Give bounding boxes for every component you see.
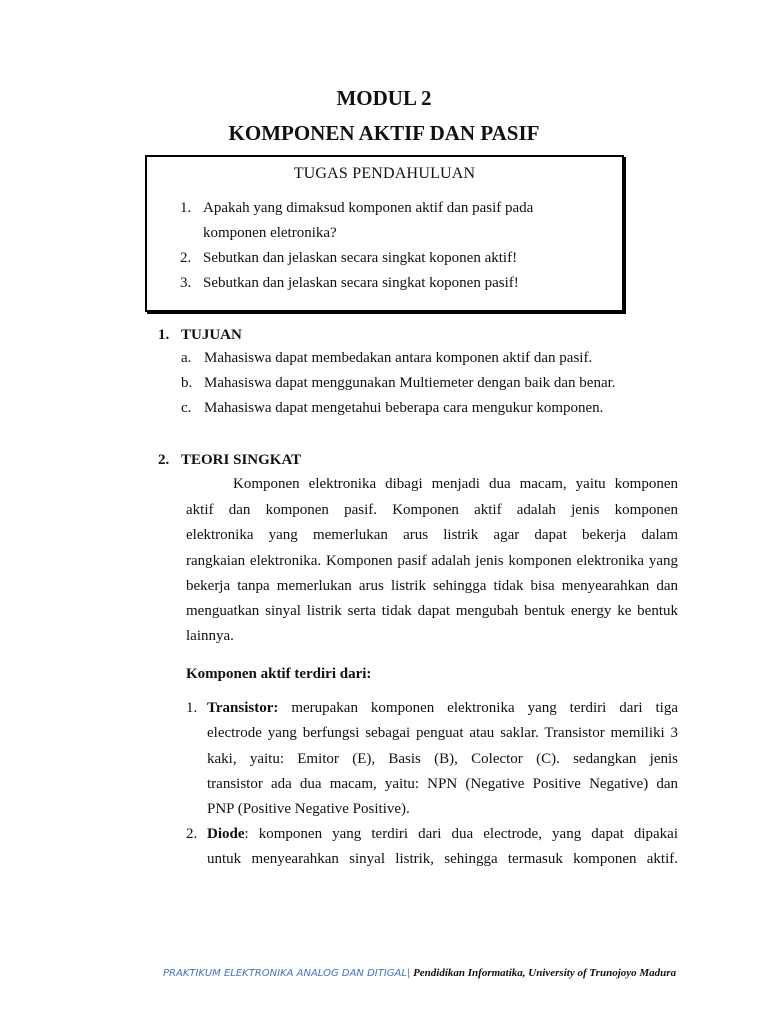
list-letter: a. (181, 350, 192, 366)
list-letter: c. (181, 400, 192, 416)
paragraph-line: Komponen elektronika dibagi menjadi dua macam, yaitu komponen (233, 476, 678, 492)
box-item-number: 2. (180, 250, 192, 266)
list-item: Mahasiswa dapat menggunakan Multiemeter dengan baik dan benar. (204, 375, 616, 391)
paragraph-line: elektronika yang memerlukan arus listrik agar dapat bekerja dalam (186, 527, 678, 543)
paragraph-line: menguatkan sinyal listrik serta tidak dapat mengubah bentuk energy ke bentuk (186, 603, 678, 619)
list-line: PNP (Positive Negative Positive). (207, 801, 410, 817)
paragraph-line: bekerja tanpa memerlukan arus listrik sehingga tidak bisa menyearahkan dan (186, 578, 678, 594)
list-number: 2. (186, 826, 198, 842)
list-line: transistor ada dua macam, yaitu: NPN (Negative Positive Negative) dan (207, 776, 678, 792)
page-footer (163, 967, 676, 979)
footer-institution: Pendidikan Informatika, University of Trunojoyo Madura (413, 967, 677, 979)
section-heading-teori: TEORI SINGKAT (181, 452, 302, 468)
list-number: 1. (186, 700, 198, 716)
box-item-text: Apakah yang dimaksud komponen aktif dan pasif pada (203, 200, 534, 216)
subheading-komponen-aktif: Komponen aktif terdiri dari: (186, 666, 372, 682)
list-line: untuk menyearahkan sinyal listrik, sehingga termasuk komponen aktif. (207, 851, 678, 867)
footer-course: PRAKTIKUM ELEKTRONIKA ANALOG DAN DITIGAL (163, 968, 407, 979)
list-first-text: : komponen yang terdiri dari dua electrode, yang dapat dipakai (244, 826, 678, 842)
list-item: Mahasiswa dapat mengetahui beberapa cara mengukur komponen. (204, 400, 604, 416)
list-item-first-line (207, 826, 678, 843)
paragraph-line: aktif dan komponen pasif. Komponen aktif adalah jenis komponen (186, 502, 678, 518)
page-title: KOMPONEN AKTIF DAN PASIF (228, 121, 540, 145)
box-item-text: komponen eletronika? (203, 225, 337, 241)
box-item-text: Sebutkan dan jelaskan secara singkat koponen pasif! (203, 275, 519, 291)
list-line: electrode yang berfungsi sebagai penguat atau saklar. Transistor memiliki 3 (207, 725, 678, 741)
section-heading-tujuan: TUJUAN (181, 327, 242, 343)
paragraph-line: rangkaian elektronika. Komponen pasif adalah jenis komponen elektronika yang (186, 553, 678, 569)
footer-separator: | (406, 968, 411, 979)
list-item-first-line (207, 700, 678, 717)
paragraph-line: lainnya. (186, 628, 234, 644)
list-term: Transistor: (207, 700, 279, 716)
list-letter: b. (181, 375, 193, 391)
section-number: 1. (158, 327, 170, 343)
box-item-number: 3. (180, 275, 192, 291)
list-first-text: merupakan komponen elektronika yang terdiri dari tiga (278, 700, 678, 716)
section-number: 2. (158, 452, 170, 468)
list-line: kaki, yaitu: Emitor (E), Basis (B), Colector (C). sedangkan jenis (207, 751, 678, 767)
box-item-text: Sebutkan dan jelaskan secara singkat koponen aktif! (203, 250, 518, 266)
module-number: MODUL 2 (336, 86, 432, 110)
list-term: Diode (207, 826, 245, 842)
box-title: TUGAS PENDAHULUAN (293, 165, 476, 182)
box-item-number: 1. (180, 200, 192, 216)
list-item: Mahasiswa dapat membedakan antara komponen aktif dan pasif. (204, 350, 593, 366)
